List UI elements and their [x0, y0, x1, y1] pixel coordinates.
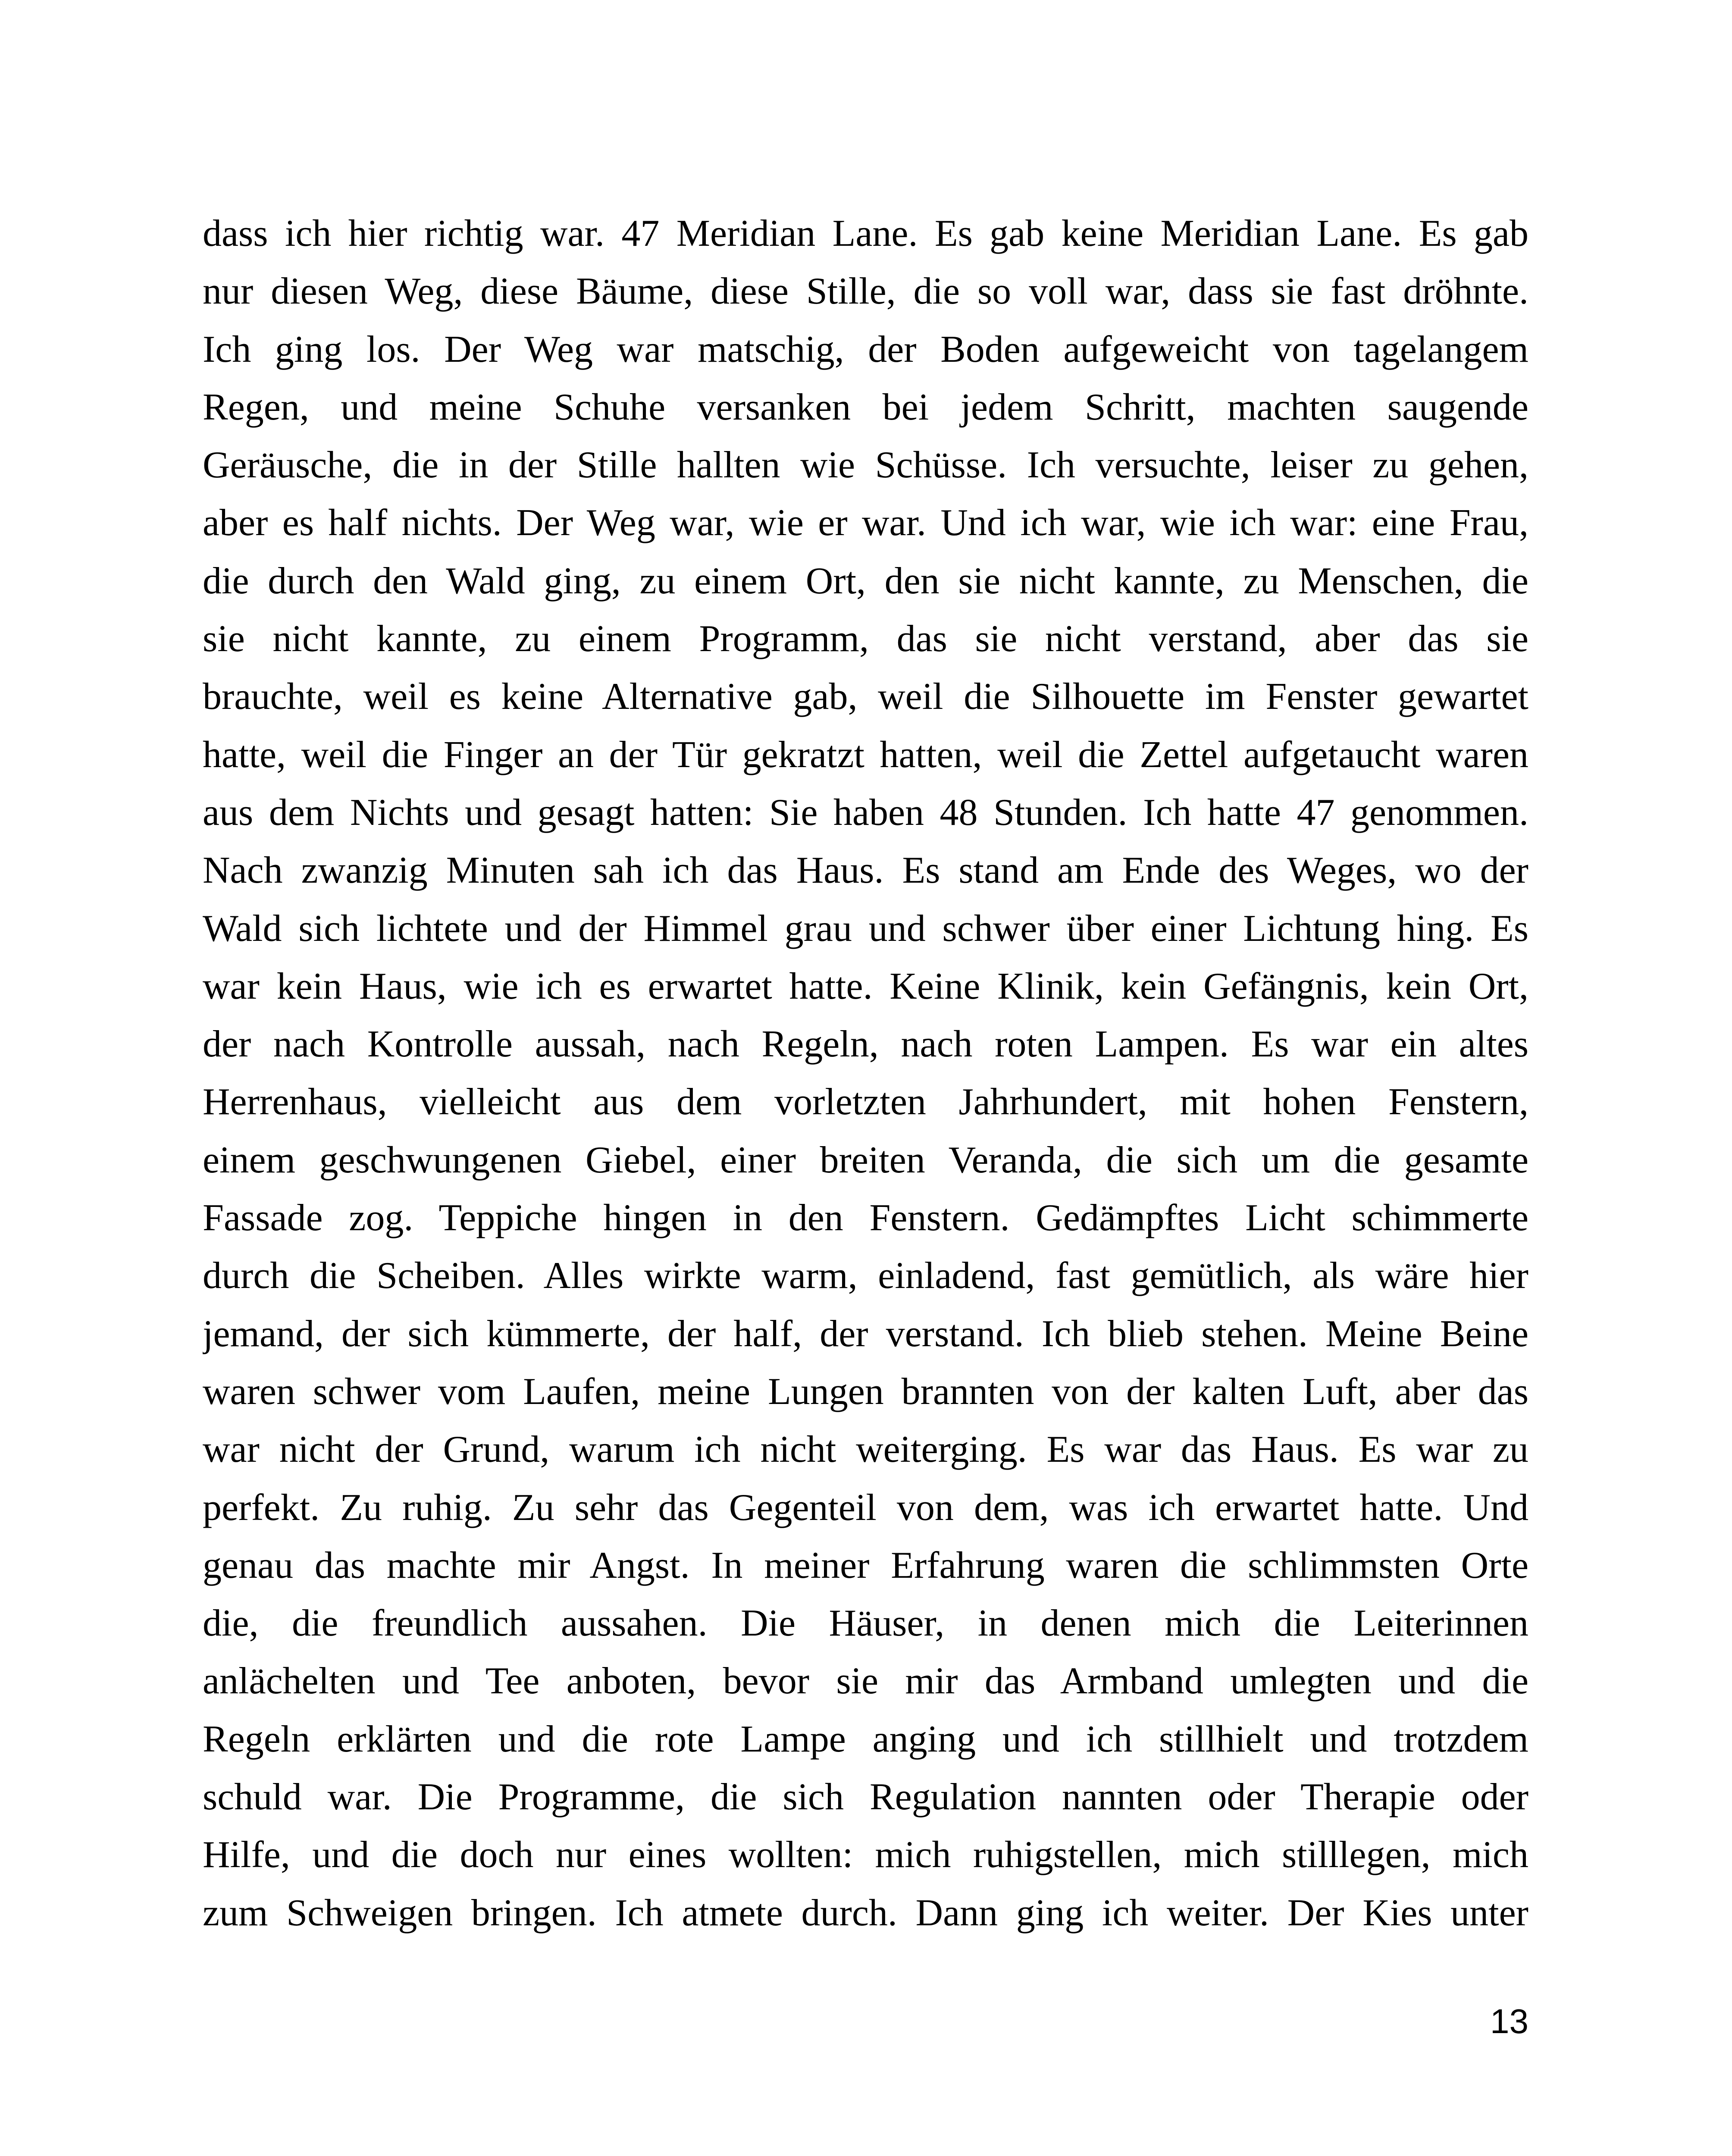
text-line: zum Schweigen bringen. Ich atmete durch. Dann ging ich weiter. Der Kies unter	[203, 1892, 1528, 1934]
text-line: Regen, und meine Schuhe versanken bei jedem Schritt, machten saugende	[203, 386, 1528, 428]
text-line: nur diesen Weg, diese Bäume, diese Stille, die so voll war, dass sie fast dröhnte.	[203, 270, 1528, 313]
text-line: durch die Scheiben. Alles wirkte warm, einladend, fast gemütlich, als wäre hier	[203, 1255, 1528, 1297]
text-line: sie nicht kannte, zu einem Programm, das sie nicht verstand, aber das sie	[203, 618, 1528, 660]
text-line: die durch den Wald ging, zu einem Ort, den sie nicht kannte, zu Menschen, die	[203, 560, 1528, 602]
text-line: einem geschwungenen Giebel, einer breiten Veranda, die sich um die gesamte	[203, 1139, 1528, 1181]
text-line: der nach Kontrolle aussah, nach Regeln, nach roten Lampen. Es war ein altes	[203, 1023, 1528, 1065]
text-line: Geräusche, die in der Stille hallten wie Schüsse. Ich versuchte, leiser zu gehen,	[203, 444, 1528, 486]
text-line: Hilfe, und die doch nur eines wollten: mich ruhigstellen, mich stilllegen, mich	[203, 1834, 1528, 1876]
text-line: Wald sich lichtete und der Himmel grau und schwer über einer Lichtung hing. Es	[203, 907, 1528, 950]
text-line: brauchte, weil es keine Alternative gab, weil die Silhouette im Fenster gewartet	[203, 676, 1528, 718]
page-number: 13	[1490, 2002, 1528, 2040]
text-line: perfekt. Zu ruhig. Zu sehr das Gegenteil von dem, was ich erwartet hatte. Und	[203, 1486, 1528, 1529]
text-line: dass ich hier richtig war. 47 Meridian Lane. Es gab keine Meridian Lane. Es gab	[203, 213, 1528, 254]
text-line: die, die freundlich aussahen. Die Häuser, in denen mich die Leiterinnen	[203, 1602, 1528, 1645]
text-line: Fassade zog. Teppiche hingen in den Fenstern. Gedämpftes Licht schimmerte	[203, 1197, 1528, 1239]
text-line: war nicht der Grund, warum ich nicht weiterging. Es war das Haus. Es war zu	[203, 1429, 1528, 1471]
text-line: Regeln erklärten und die rote Lampe anging und ich stillhielt und trotzdem	[203, 1718, 1528, 1760]
text-line: Nach zwanzig Minuten sah ich das Haus. Es stand am Ende des Weges, wo der	[203, 849, 1528, 892]
body-paragraph	[203, 205, 1528, 1942]
text-line: aber es half nichts. Der Weg war, wie er war. Und ich war, wie ich war: eine Frau,	[203, 502, 1528, 544]
text-line: Herrenhaus, vielleicht aus dem vorletzten Jahrhundert, mit hohen Fenstern,	[203, 1081, 1528, 1123]
text-line: schuld war. Die Programme, die sich Regulation nannten oder Therapie oder	[203, 1776, 1528, 1818]
text-line: jemand, der sich kümmerte, der half, der verstand. Ich blieb stehen. Meine Beine	[203, 1313, 1528, 1355]
text-line: war kein Haus, wie ich es erwartet hatte. Keine Klinik, kein Gefängnis, kein Ort,	[203, 965, 1528, 1007]
text-line: waren schwer vom Laufen, meine Lungen brannten von der kalten Luft, aber das	[203, 1370, 1528, 1413]
text-line: anlächelten und Tee anboten, bevor sie mir das Armband umlegten und die	[203, 1660, 1528, 1702]
text-line: hatte, weil die Finger an der Tür gekratzt hatten, weil die Zettel aufgetaucht waren	[203, 733, 1528, 776]
text-line: genau das machte mir Angst. In meiner Erfahrung waren die schlimmsten Orte	[203, 1544, 1528, 1586]
text-line: aus dem Nichts und gesagt hatten: Sie haben 48 Stunden. Ich hatte 47 genommen.	[203, 791, 1528, 834]
text-line: Ich ging los. Der Weg war matschig, der Boden aufgeweicht von tagelangem	[203, 328, 1528, 370]
